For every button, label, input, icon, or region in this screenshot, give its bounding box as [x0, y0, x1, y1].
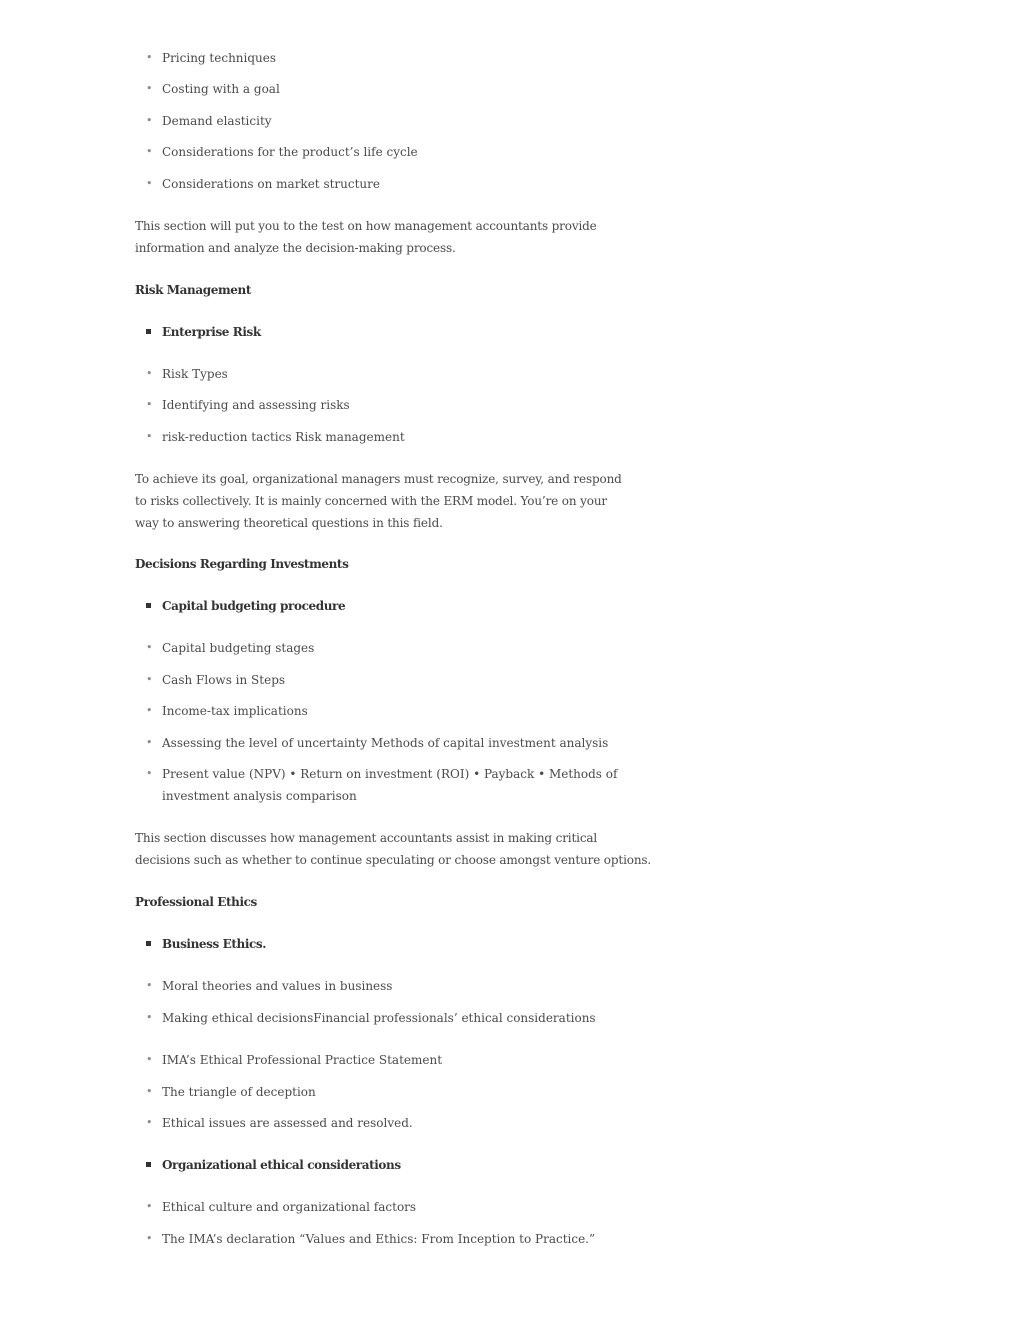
section-heading-ethics: Professional Ethics	[135, 895, 257, 909]
list-item-text: Pricing techniques	[162, 51, 277, 65]
list-item-text: Costing with a goal	[162, 82, 280, 96]
list-item-text: Risk Types	[162, 367, 228, 381]
square-bullet-icon	[146, 603, 151, 608]
bullet-dot-icon: •	[146, 767, 153, 780]
bullet-dot-icon: •	[146, 367, 153, 380]
bullet-dot-icon: •	[146, 177, 153, 190]
list-item	[135, 1049, 655, 1071]
list-item-text: Considerations for the product’s life cycle	[162, 145, 418, 159]
list-item-text: Moral theories and values in business	[162, 979, 393, 993]
sub-heading-text: Organizational ethical considerations	[162, 1158, 401, 1172]
list-item-text: Ethical issues are assessed and resolved.	[162, 1116, 413, 1130]
list-item	[135, 1007, 655, 1029]
bullet-dot-icon: •	[146, 1011, 153, 1024]
bullet-dot-icon: •	[146, 82, 153, 95]
bullet-dot-icon: •	[146, 145, 153, 158]
sub-heading-item	[135, 321, 655, 343]
list-item	[135, 763, 630, 807]
list-item	[135, 975, 655, 997]
list-item	[135, 700, 655, 722]
list-item	[135, 394, 655, 416]
list-item	[135, 78, 655, 100]
list-item	[135, 141, 655, 163]
list-item	[135, 47, 655, 69]
list-item-text: Identifying and assessing risks	[162, 398, 350, 412]
bullet-dot-icon: •	[146, 673, 153, 686]
sub-heading-text: Capital budgeting procedure	[162, 599, 346, 613]
list-item	[135, 110, 655, 132]
paragraph: To achieve its goal, organizational managers must recognize, survey, and respond to risks collectively. It is mainly concerned with the ERM model. You’re on your way to answering theoretical questions in this field.	[135, 472, 622, 530]
list-item	[135, 669, 655, 691]
bullet-dot-icon: •	[146, 1200, 153, 1213]
bullet-dot-icon: •	[146, 1053, 153, 1066]
list-item-text: The IMA’s declaration “Values and Ethics: From Inception to Practice.”	[162, 1232, 596, 1246]
list-item-text: Demand elasticity	[162, 114, 272, 128]
list-item-text: risk-reduction tactics Risk management	[162, 430, 405, 444]
square-bullet-icon	[146, 329, 151, 334]
bullet-dot-icon: •	[146, 1116, 153, 1129]
paragraph: This section will put you to the test on how management accountants provide information and analyze the decision-making process.	[135, 219, 597, 255]
square-bullet-icon	[146, 1162, 151, 1167]
sub-heading-text: Enterprise Risk	[162, 325, 261, 339]
list-item	[135, 426, 655, 448]
bullet-dot-icon: •	[146, 704, 153, 717]
bullet-dot-icon: •	[146, 398, 153, 411]
section-heading-risk: Risk Management	[135, 283, 251, 297]
bullet-dot-icon: •	[146, 1232, 153, 1245]
bullet-dot-icon: •	[146, 979, 153, 992]
bullet-dot-icon: •	[146, 1085, 153, 1098]
bullet-dot-icon: •	[146, 51, 153, 64]
sub-heading-item	[135, 933, 655, 955]
paragraph: This section discusses how management accountants assist in making critical decisions such as whether to continue speculating or choose amongst venture options.	[135, 831, 652, 867]
bullet-dot-icon: •	[146, 736, 153, 749]
sub-heading-item	[135, 1154, 655, 1176]
list-item-text: Ethical culture and organizational factors	[162, 1200, 417, 1214]
list-item	[135, 637, 655, 659]
list-item-text: Cash Flows in Steps	[162, 673, 286, 687]
bullet-dot-icon: •	[146, 430, 153, 443]
list-item-text: IMA’s Ethical Professional Practice Statement	[162, 1053, 443, 1067]
section-heading-investments: Decisions Regarding Investments	[135, 557, 349, 571]
list-item	[135, 1081, 655, 1103]
sub-heading-text: Business Ethics.	[162, 937, 267, 951]
list-item	[135, 1228, 655, 1250]
sub-heading-item	[135, 595, 655, 617]
list-item-text: Considerations on market structure	[162, 177, 380, 191]
square-bullet-icon	[146, 941, 151, 946]
list-item-text: Present value (NPV) • Return on investment (ROI) • Payback • Methods of investment analysis comparison	[162, 767, 618, 803]
list-item-text: Assessing the level of uncertainty Methods of capital investment analysis	[162, 736, 609, 750]
list-item	[135, 363, 655, 385]
list-item	[135, 1196, 655, 1218]
list-item	[135, 732, 655, 754]
list-item-text: Income-tax implications	[162, 704, 308, 718]
list-item-text: Making ethical decisionsFinancial professionals’ ethical considerations	[162, 1011, 596, 1025]
list-item	[135, 173, 655, 195]
bullet-dot-icon: •	[146, 114, 153, 127]
list-item	[135, 1112, 655, 1134]
bullet-dot-icon: •	[146, 641, 153, 654]
list-item-text: The triangle of deception	[162, 1085, 316, 1099]
list-item-text: Capital budgeting stages	[162, 641, 315, 655]
